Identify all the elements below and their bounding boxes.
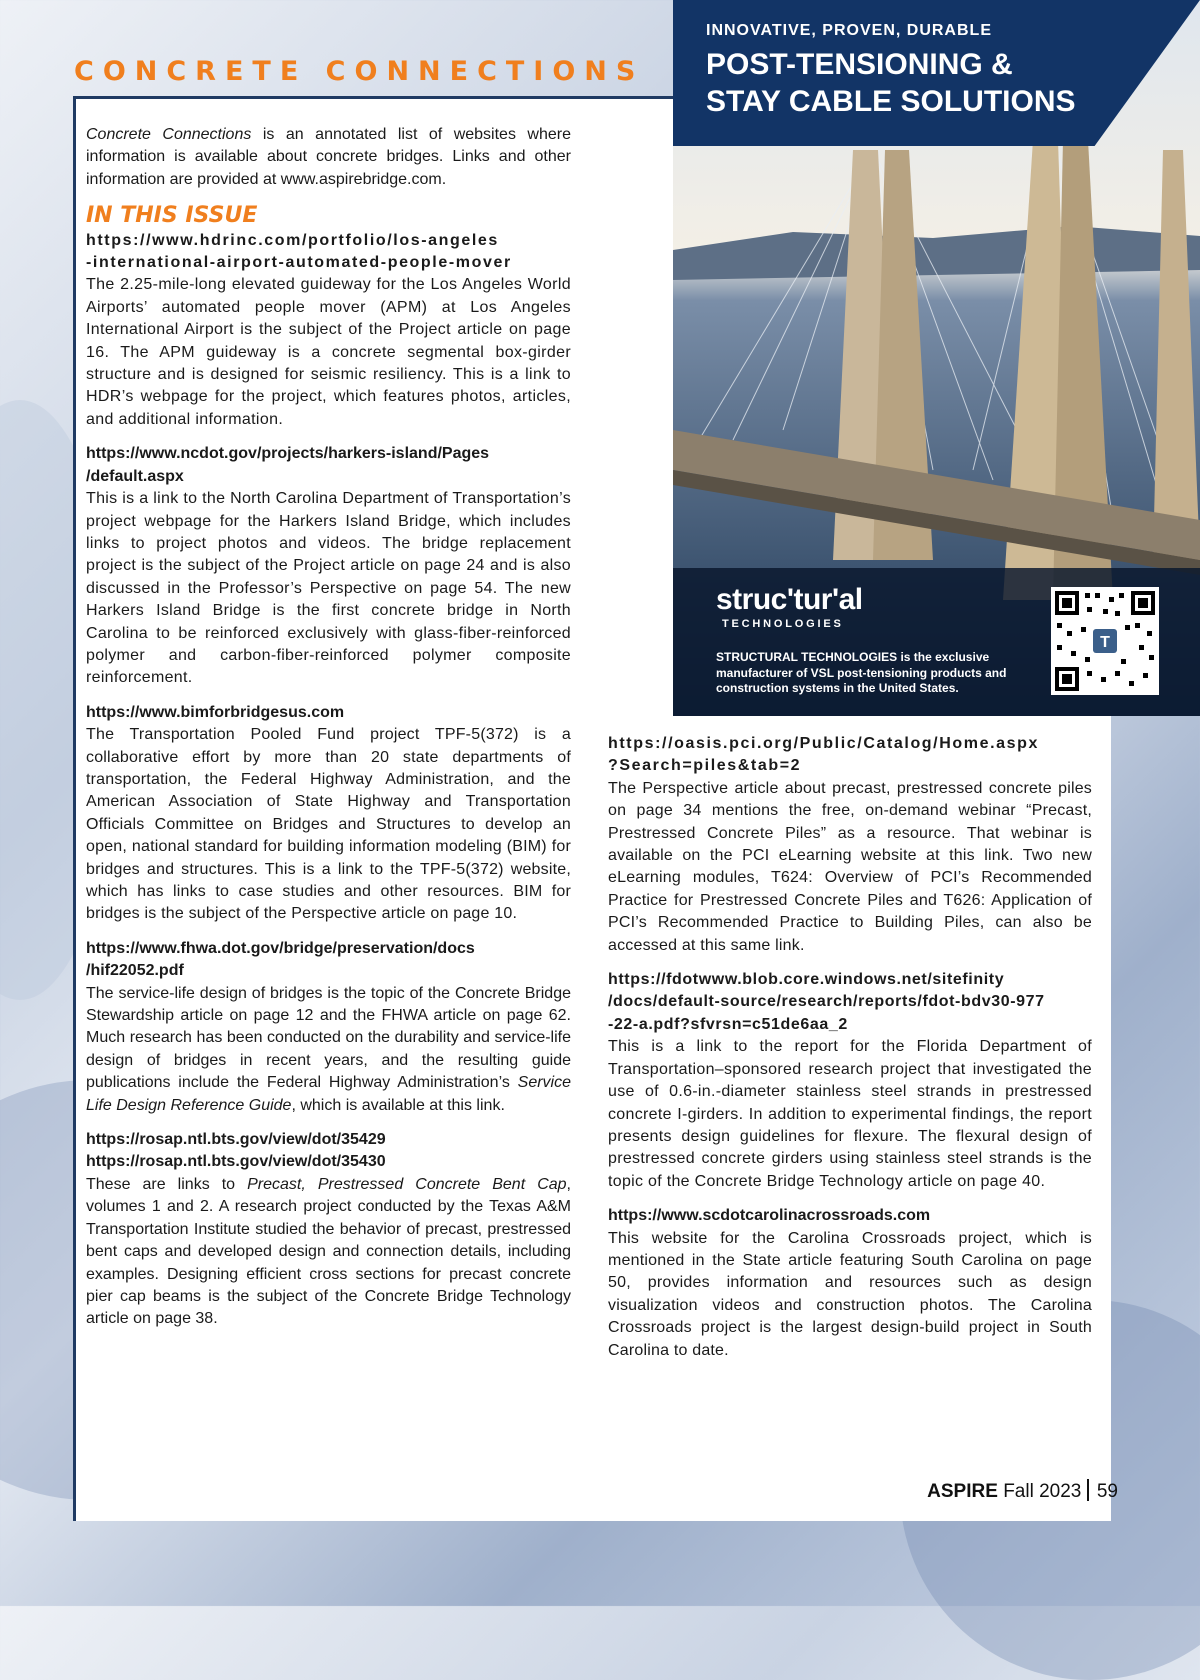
- link-url[interactable]: https://rosap.ntl.bts.gov/view/dot/35429: [86, 1131, 386, 1149]
- desc-text: , which is available at this link.: [291, 1096, 505, 1114]
- right-column: [608, 733, 1092, 1374]
- list-item: [86, 443, 571, 689]
- ad-title: [706, 46, 1076, 120]
- link-url[interactable]: https://www.bimforbridgesus.com: [86, 703, 345, 721]
- advertisement[interactable]: [673, 0, 1200, 716]
- desc-text: These are links to: [86, 1175, 248, 1193]
- list-item: [86, 938, 571, 1117]
- intro-text: is an annotated list of websites where information is available about concrete bridges. Links and other information are provided at www.aspirebridge.com.: [86, 126, 572, 188]
- ad-title-line: STAY CABLE SOLUTIONS: [706, 85, 1076, 118]
- left-column: [86, 124, 571, 1343]
- link-description: This is a link to the North Carolina Department of Transportation’s project webpage for the Harkers Island Bridge, which includes links to project photos and videos. The bridge replacement project is the subject of the Project article on page 24 and is also discussed in the Professor’s Perspective on page 54. The new Harkers Island Bridge is the first concrete bridge in North Carolina to be reinforced exclusively with glass-fiber-reinforced polymer and carbon-fiber-reinforced polymer composite reinforcement.: [86, 490, 571, 687]
- structural-logo-sub: TECHNOLOGIES: [722, 618, 844, 630]
- ad-kicker: INNOVATIVE, PROVEN, DURABLE: [706, 22, 992, 39]
- link-description: [86, 983, 571, 1117]
- ad-description: STRUCTURAL TECHNOLOGIES is the exclusive manufacturer of VSL post-tensioning products and construction systems in the United States.: [716, 650, 1007, 695]
- intro-paragraph: [86, 124, 571, 191]
- issue-label: Fall 2023: [1003, 1481, 1082, 1502]
- intro-title: Concrete Connections: [86, 126, 252, 143]
- qr-letter: T: [1100, 634, 1110, 651]
- magazine-name: ASPIRE: [927, 1481, 998, 1502]
- list-item: [608, 1205, 1092, 1362]
- link-description: [86, 1174, 571, 1331]
- link-url[interactable]: https://oasis.pci.org/Public/Catalog/Home.aspx ?Search=piles&tab=2: [608, 735, 1039, 775]
- link-url[interactable]: https://fdotwww.blob.core.windows.net/sitefinity /docs/default-source/research/reports/fdot-bdv30-977 -22-a.pdf?sfvrsn=c51de6aa_2: [608, 971, 1045, 1033]
- qr-code-graphic: [1051, 587, 1159, 695]
- page-number: 59: [1096, 1481, 1118, 1502]
- link-description: This website for the Carolina Crossroads project, which is mentioned in the State article featuring South Carolina on page 50, provides information and resources such as design visualization videos and construction photos. The Carolina Crossroads project is the largest design-build project in South Carolina to date.: [608, 1229, 1092, 1359]
- desc-italic: Precast, Prestressed Concrete Bent Cap: [247, 1175, 567, 1193]
- link-description: This is a link to the report for the Florida Department of Transportation–sponsored research project that investigated the use of 0.6-in.-diameter stainless steel strands in prestressed concrete I-girders. In addition to experimental findings, the report presents design guidelines for flexure. The flexural design of prestressed concrete girders using stainless steel strands is the topic of the Concrete Bridge Technology article on page 40.: [608, 1038, 1092, 1190]
- link-description: The Perspective article about precast, prestressed concrete piles on page 34 mentions the free, on-demand webinar “Precast, Prestressed Concrete Piles” as a resource. That webinar is available on the PCI eLearning website at this link. Two new eLearning modules, T624: Overview of PCI’s Recommended Practice for Prestressed Concrete Piles and T626: Application of PCI’s Recommended Practice to Building Piles, can also be accessed at this same link.: [608, 779, 1092, 954]
- list-item: [608, 733, 1092, 957]
- list-item: [608, 969, 1092, 1193]
- structural-logo: struc'tur'al: [716, 583, 863, 616]
- qr-code-icon[interactable]: [1051, 587, 1159, 695]
- link-url[interactable]: https://www.fhwa.dot.gov/bridge/preservation/docs /hif22052.pdf: [86, 939, 475, 980]
- desc-italic: Service Life Design Reference Guide: [86, 1074, 571, 1114]
- footer-divider: [1087, 1479, 1089, 1501]
- list-item: [86, 1129, 571, 1331]
- link-url[interactable]: https://www.hdrinc.com/portfolio/los-angeles -international-airport-automated-people-mover: [86, 231, 512, 272]
- link-description: The Transportation Pooled Fund project TPF-5(372) is a collaborative effort by more than 20 state departments of transportation, the Federal Highway Administration, and the American Association of State Highway and Transportation Officials Committee on Bridges and Structures to develop an open, national standard for building information modeling (BIM) for bridges and structures. This is a link to the TPF-5(372) website, which has links to case studies and other resources. BIM for bridges is the subject of the Perspective article on page 10.: [86, 726, 571, 923]
- list-item: [86, 230, 571, 432]
- section-title: CONCRETE CONNECTIONS: [74, 56, 645, 87]
- issue-heading: IN THIS ISSUE: [86, 203, 258, 229]
- list-item: [86, 702, 571, 926]
- desc-text: The service-life design of bridges is the topic of the Concrete Bridge Stewardship article on page 12 and the FHWA article on page 62. Much research has been conducted on the durability and service-life design of bridges in recent years, and the resulting guide publications include the Federal Highway Administration’s: [86, 984, 571, 1092]
- link-url-2[interactable]: https://rosap.ntl.bts.gov/view/dot/35430: [86, 1153, 386, 1171]
- page-footer: [927, 1479, 1118, 1503]
- link-url[interactable]: https://www.ncdot.gov/projects/harkers-island/Pages /default.aspx: [86, 445, 490, 485]
- link-description: The 2.25-mile-long elevated guideway for the Los Angeles World Airports’ automated people mover (APM) at Los Angeles International Airport is the subject of the Project article on page 16. The APM guideway is a concrete segmental box-girder structure and is designed for seismic resiliency. This is a link to HDR’s webpage for the project, which features photos, articles, and additional information.: [86, 276, 571, 428]
- desc-text: , volumes 1 and 2. A research project conducted by the Texas A&M Transportation Institute studied the behavior of precast, prestressed bent caps and developed design and connection details, including examples. Designing efficient cross sections for precast concrete pier cap beams is the subject of the Concrete Bridge Technology article on page 38.: [86, 1175, 571, 1328]
- ad-title-line: POST-TENSIONING &: [706, 48, 1013, 81]
- link-url[interactable]: https://www.scdotcarolinacrossroads.com: [608, 1207, 931, 1225]
